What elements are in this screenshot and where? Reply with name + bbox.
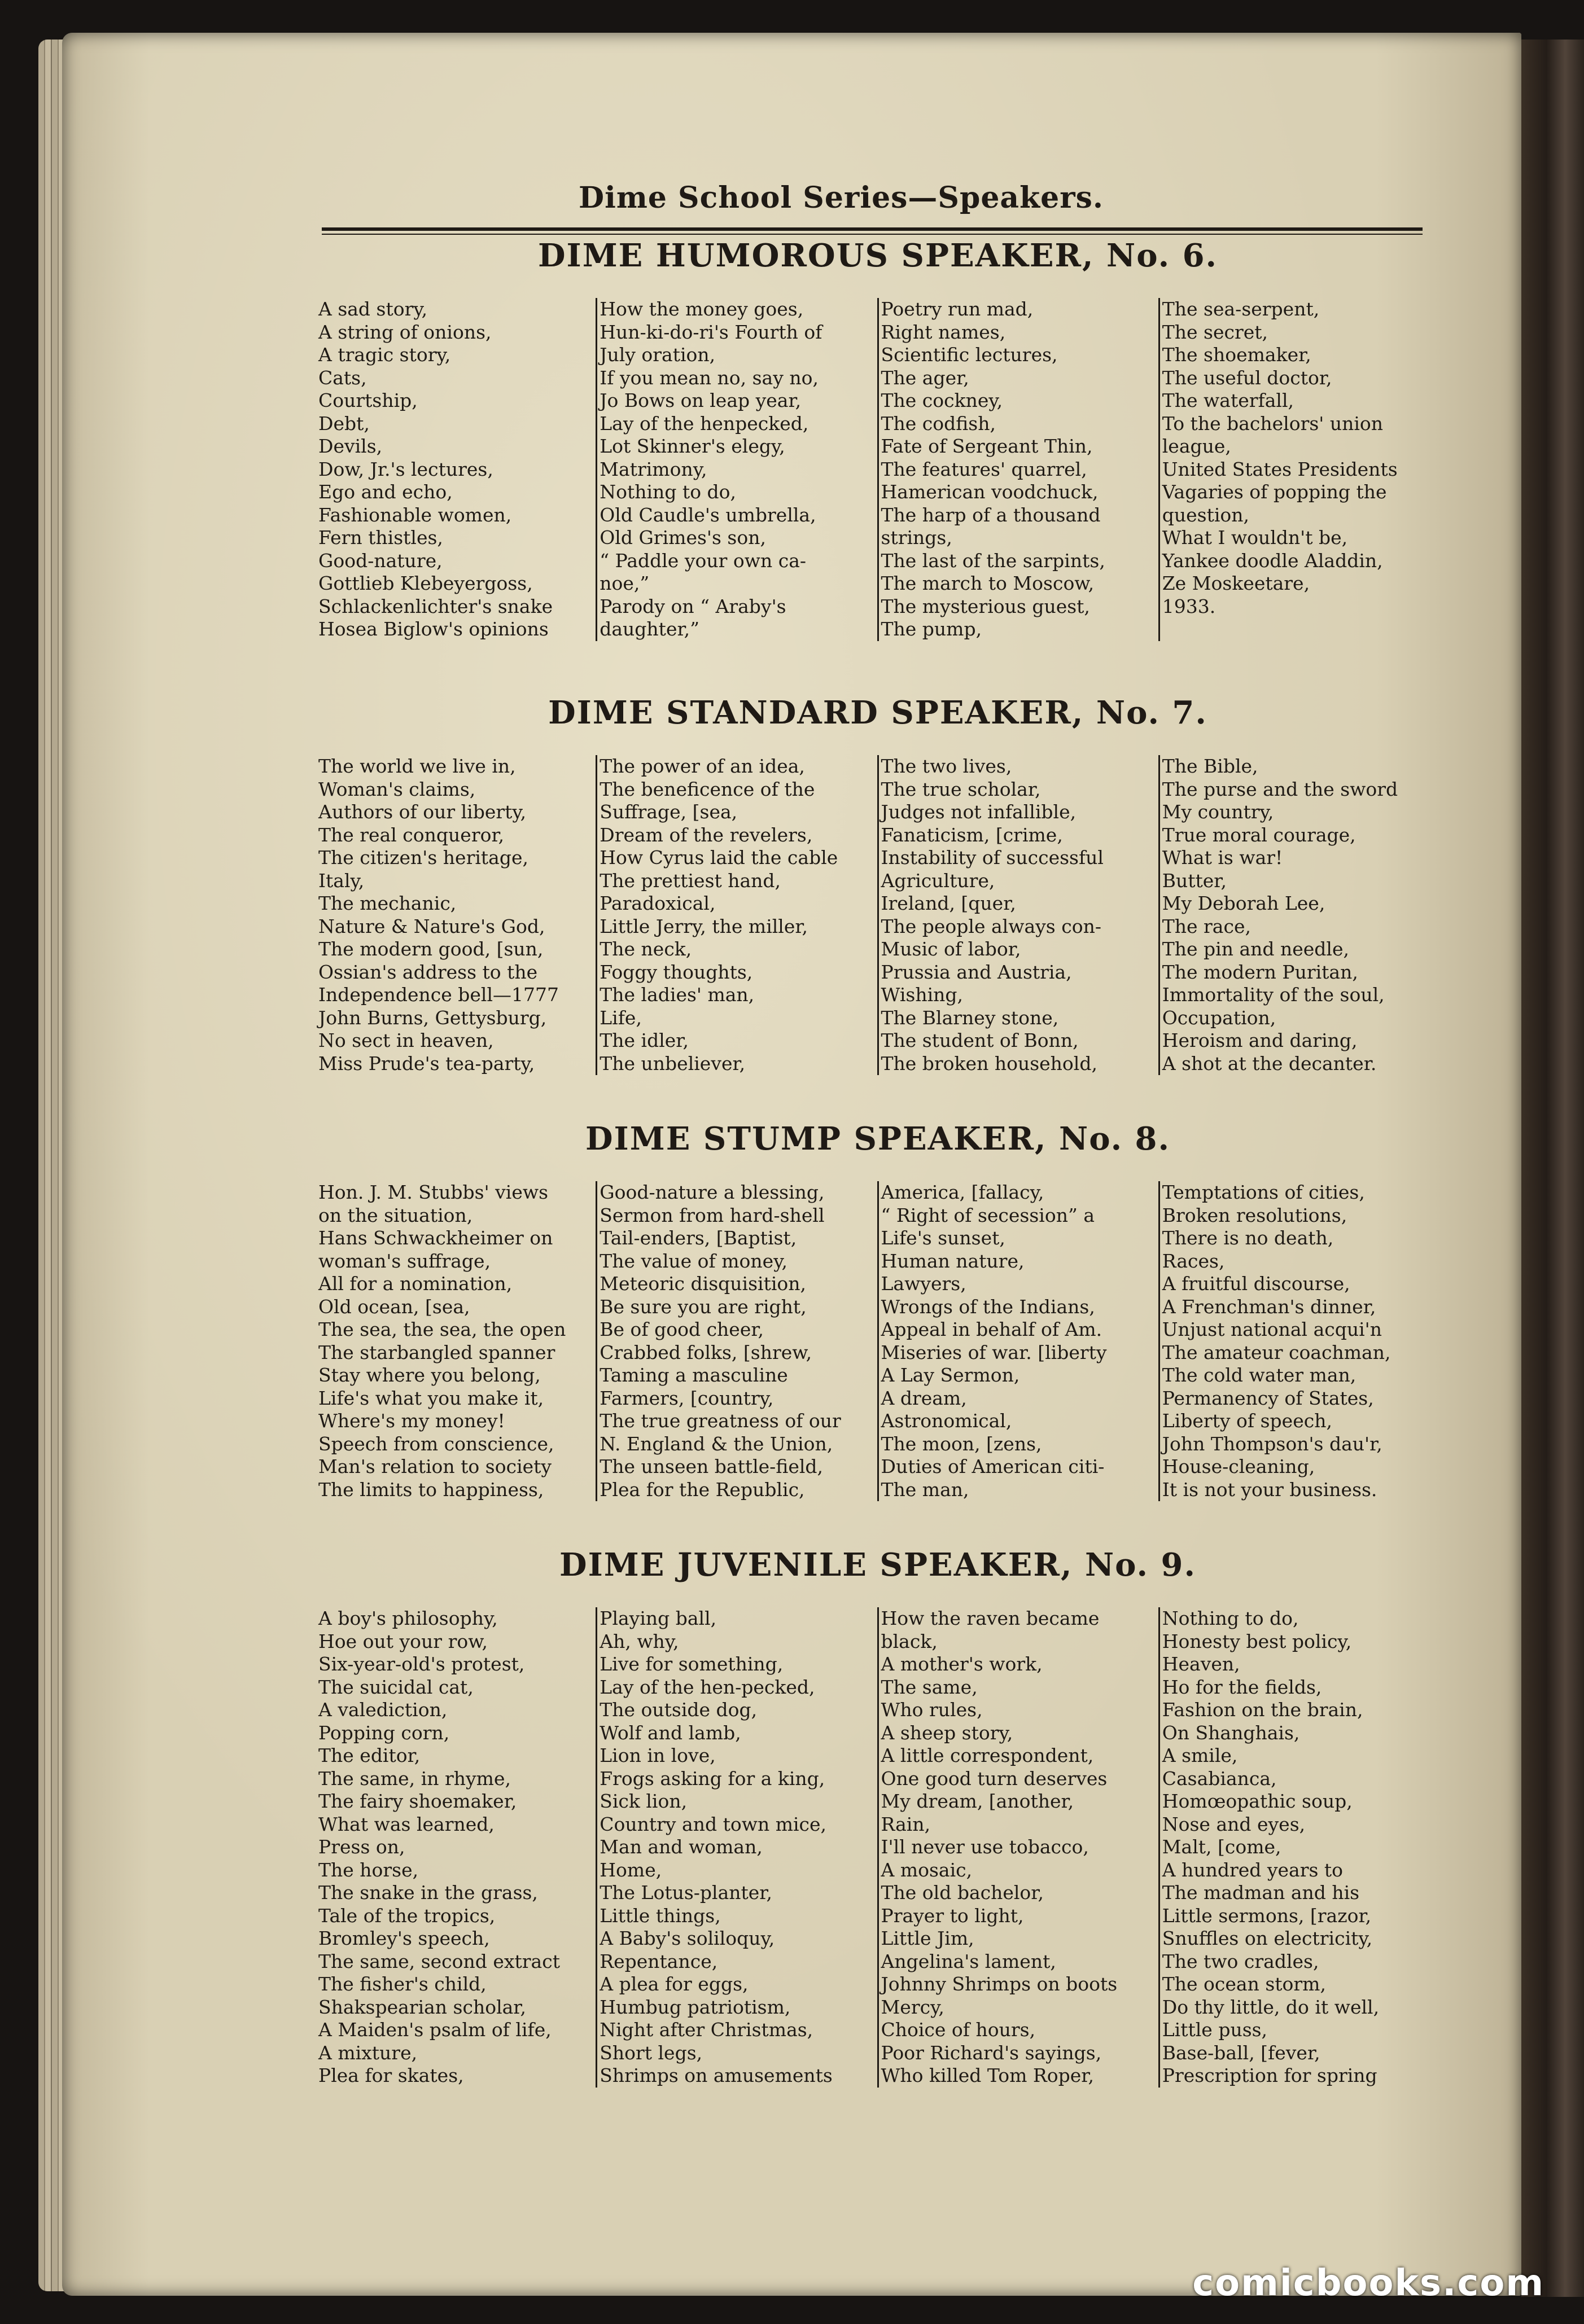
speech-entry: Woman's claims,: [318, 778, 476, 800]
speech-entry: Right names,: [881, 321, 1006, 343]
speech-entry: The secret,: [1162, 321, 1268, 343]
speech-entry: The fisher's child,: [318, 1973, 487, 1995]
entry-columns: [316, 298, 1439, 641]
speech-entry: Ego and echo,: [318, 481, 453, 503]
speech-entry: A mosaic,: [881, 1858, 973, 1881]
speech-entry: Plea for the Republic,: [600, 1478, 805, 1501]
speech-entry: The snake in the grass,: [318, 1882, 538, 1904]
site-watermark: comicbooks.com: [1192, 2262, 1544, 2304]
speech-entry: Casabianca,: [1162, 1767, 1277, 1790]
speech-entry: Authors of our liberty,: [318, 801, 527, 823]
entry-column: [596, 1181, 877, 1501]
speech-entry: Hans Schwackheimer on: [318, 1227, 553, 1249]
speech-entry: A fruitful discourse,: [1162, 1273, 1350, 1295]
book-page: [62, 33, 1521, 2296]
speech-entry: Honesty best policy,: [1162, 1630, 1352, 1652]
speech-entry: My dream, [another,: [881, 1790, 1074, 1812]
speech-entry: Hosea Biglow's opinions: [318, 618, 549, 640]
speech-entry: The codfish,: [881, 412, 996, 435]
speech-entry: Press on,: [318, 1836, 405, 1858]
speech-entry: A little correspondent,: [881, 1744, 1094, 1766]
speech-entry: Ossian's address to the: [318, 961, 538, 983]
speech-entry: How Cyrus laid the cable: [600, 847, 838, 869]
speech-entry: Lot Skinner's elegy,: [600, 435, 785, 457]
speech-entry: The same, in rhyme,: [318, 1767, 511, 1790]
speech-entry: Humbug patriotism,: [600, 1996, 791, 2018]
speech-entry: A dream,: [881, 1387, 967, 1409]
speech-entry: Short legs,: [600, 2041, 703, 2064]
speech-entry: A valediction,: [318, 1699, 448, 1721]
section-juvenile-speaker: [316, 1545, 1439, 2088]
speech-entry: Do thy little, do it well,: [1162, 1996, 1380, 2018]
speech-entry: Hon. J. M. Stubbs' views: [318, 1181, 549, 1203]
speech-entry: A sad story,: [318, 298, 428, 320]
speech-entry: The prettiest hand,: [600, 869, 781, 892]
speech-entry: Duties of American citi-: [881, 1455, 1105, 1477]
speech-entry: Liberty of speech,: [1162, 1410, 1332, 1432]
speech-entry: Man's relation to society: [318, 1455, 552, 1477]
speech-entry: The harp of a thousand: [881, 503, 1101, 526]
speech-entry: The ager,: [881, 366, 969, 389]
speech-entry: Music of labor,: [881, 938, 1021, 960]
speech-entry: I'll never use tobacco,: [881, 1836, 1089, 1858]
speech-entry: What I wouldn't be,: [1162, 527, 1348, 549]
speech-entry: A shot at the decanter.: [1162, 1052, 1377, 1075]
speech-entry: The Bible,: [1162, 755, 1258, 777]
speech-entry: Poor Richard's sayings,: [881, 2041, 1102, 2064]
entry-columns: [316, 1607, 1439, 2088]
speech-entry: Dream of the revelers,: [600, 823, 813, 846]
speech-entry: The shoemaker,: [1162, 344, 1311, 366]
speech-entry: Fern thistles,: [318, 527, 443, 549]
speech-entry: Taming a masculine: [600, 1364, 788, 1386]
speech-entry: Nothing to do,: [600, 481, 737, 503]
speech-entry: Hoe out your row,: [318, 1630, 488, 1652]
speech-entry: The sea, the sea, the open: [318, 1318, 566, 1340]
section-title: DIME STANDARD SPEAKER, No. 7.: [548, 694, 1207, 731]
entry-column: [1158, 1181, 1439, 1501]
speech-entry: The man,: [881, 1478, 969, 1501]
entry-column: [596, 1607, 877, 2088]
speech-entry: A boy's philosophy,: [318, 1607, 498, 1629]
speech-entry: Foggy thoughts,: [600, 961, 753, 983]
speech-entry: The madman and his: [1162, 1882, 1360, 1904]
speech-entry: Live for something,: [600, 1653, 784, 1675]
speech-entry: Human nature,: [881, 1249, 1025, 1272]
speech-entry: Who rules,: [881, 1699, 983, 1721]
speech-entry: John Burns, Gettysburg,: [318, 1006, 547, 1029]
speech-entry: Homœopathic soup,: [1162, 1790, 1353, 1812]
speech-entry: Little sermons, [razor,: [1162, 1904, 1372, 1927]
speech-entry: The pump,: [881, 618, 982, 640]
speech-entry: The Blarney stone,: [881, 1006, 1059, 1029]
speech-entry: Frogs asking for a king,: [600, 1767, 825, 1790]
speech-entry: The real conqueror,: [318, 823, 505, 846]
speech-entry: Fanaticism, [crime,: [881, 823, 1063, 846]
speech-entry: Nature & Nature's God,: [318, 915, 545, 937]
speech-entry: Hamerican voodchuck,: [881, 481, 1099, 503]
speech-entry: House-cleaning,: [1162, 1455, 1315, 1477]
entry-column: [877, 755, 1158, 1075]
speech-entry: A smile,: [1162, 1744, 1238, 1766]
speech-entry: Jo Bows on leap year,: [600, 389, 802, 411]
speech-entry: The modern good, [sun,: [318, 938, 544, 960]
speech-entry: Night after Christmas,: [600, 2019, 813, 2041]
speech-entry: Nose and eyes,: [1162, 1813, 1306, 1835]
speech-entry: The ocean storm,: [1162, 1973, 1326, 1995]
speech-entry: Ho for the fields,: [1162, 1676, 1322, 1698]
speech-entry: on the situation,: [318, 1204, 473, 1226]
speech-entry: True moral courage,: [1162, 823, 1356, 846]
speech-entry: Old ocean, [sea,: [318, 1295, 470, 1318]
speech-entry: The citizen's heritage,: [318, 847, 528, 869]
speech-entry: Wrongs of the Indians,: [881, 1295, 1095, 1318]
speech-entry: Instability of successful: [881, 847, 1104, 869]
speech-entry: Crabbed folks, [shrew,: [600, 1341, 812, 1363]
speech-entry: Old Caudle's umbrella,: [600, 503, 816, 526]
speech-entry: Life's what you make it,: [318, 1387, 544, 1409]
speech-entry: 1933.: [1162, 595, 1216, 617]
speech-entry: The last of the sarpints,: [881, 549, 1105, 572]
speech-entry: woman's suffrage,: [318, 1249, 491, 1272]
entry-columns: [316, 1181, 1439, 1501]
speech-entry: league,: [1162, 435, 1231, 457]
entry-column: [1158, 1607, 1439, 2088]
entry-column: [316, 298, 596, 641]
speech-entry: The useful doctor,: [1162, 366, 1332, 389]
speech-entry: Popping corn,: [318, 1721, 450, 1744]
speech-entry: The editor,: [318, 1744, 421, 1766]
section-stump-speaker: [316, 1119, 1439, 1501]
speech-entry: Judges not infallible,: [881, 801, 1077, 823]
speech-entry: “ Paddle your own ca-: [600, 549, 807, 572]
speech-entry: The neck,: [600, 938, 692, 960]
speech-entry: All for a nomination,: [318, 1273, 513, 1295]
entry-column: [877, 1607, 1158, 2088]
speech-entry: The race,: [1162, 915, 1251, 937]
speech-entry: Cats,: [318, 366, 367, 389]
entry-column: [1158, 755, 1439, 1075]
speech-entry: Old Grimes's son,: [600, 527, 766, 549]
speech-entry: Unjust national acqui'n: [1162, 1318, 1382, 1340]
speech-entry: Life's sunset,: [881, 1227, 1005, 1249]
speech-entry: Permanency of States,: [1162, 1387, 1374, 1409]
speech-entry: America, [fallacy,: [881, 1181, 1044, 1203]
speech-entry: Be sure you are right,: [600, 1295, 807, 1318]
speech-entry: Playing ball,: [600, 1607, 717, 1629]
speech-entry: Farmers, [country,: [600, 1387, 774, 1409]
speech-entry: Miseries of war. [liberty: [881, 1341, 1107, 1363]
entry-column: [596, 755, 877, 1075]
speech-entry: The two cradles,: [1162, 1950, 1319, 1972]
speech-entry: How the raven became: [881, 1607, 1100, 1629]
speech-entry: Six-year-old's protest,: [318, 1653, 525, 1675]
speech-entry: The modern Puritan,: [1162, 961, 1358, 983]
speech-entry: The fairy shoemaker,: [318, 1790, 517, 1812]
speech-entry: On Shanghais,: [1162, 1721, 1300, 1744]
speech-entry: The sea-serpent,: [1162, 298, 1320, 320]
speech-entry: The same,: [881, 1676, 978, 1698]
speech-entry: A Maiden's psalm of life,: [318, 2019, 552, 2041]
speech-entry: My Deborah Lee,: [1162, 892, 1325, 914]
speech-entry: The ladies' man,: [600, 984, 755, 1006]
speech-entry: The Lotus-planter,: [600, 1882, 772, 1904]
speech-entry: Little Jim,: [881, 1927, 974, 1949]
speech-entry: Debt,: [318, 412, 370, 435]
speech-entry: Shakspearian scholar,: [318, 1996, 526, 2018]
speech-entry: black,: [881, 1630, 938, 1652]
speech-entry: Scientific lectures,: [881, 344, 1058, 366]
speech-entry: A Baby's soliloquy,: [600, 1927, 775, 1949]
speech-entry: The pin and needle,: [1162, 938, 1350, 960]
speech-entry: Where's my money!: [318, 1410, 505, 1432]
speech-entry: Lay of the hen-pecked,: [600, 1676, 815, 1698]
speech-entry: Repentance,: [600, 1950, 718, 1972]
speech-entry: Butter,: [1162, 869, 1227, 892]
speech-entry: The starbangled spanner: [318, 1341, 555, 1363]
speech-entry: Italy,: [318, 869, 365, 892]
section-title: DIME JUVENILE SPEAKER, No. 9.: [559, 1546, 1196, 1584]
speech-entry: Bromley's speech,: [318, 1927, 490, 1949]
speech-entry: A plea for eggs,: [600, 1973, 749, 1995]
speech-entry: To the bachelors' union: [1162, 412, 1384, 435]
speech-entry: Fate of Sergeant Thin,: [881, 435, 1093, 457]
entry-column: [316, 755, 596, 1075]
speech-entry: Lay of the henpecked,: [600, 412, 809, 435]
speech-entry: The suicidal cat,: [318, 1676, 474, 1698]
speech-entry: The unseen battle-field,: [600, 1455, 824, 1477]
speech-entry: A tragic story,: [318, 344, 451, 366]
speech-entry: One good turn deserves: [881, 1767, 1108, 1790]
speech-entry: Courtship,: [318, 389, 418, 411]
speech-entry: How the money goes,: [600, 298, 804, 320]
speech-entry: Gottlieb Klebeyergoss,: [318, 572, 533, 594]
speech-entry: Matrimony,: [600, 458, 707, 480]
speech-entry: Heroism and daring,: [1162, 1029, 1358, 1051]
speech-entry: It is not your business.: [1162, 1478, 1377, 1501]
speech-entry: Shrimps on amusements: [600, 2064, 833, 2086]
speech-entry: Nothing to do,: [1162, 1607, 1299, 1629]
entry-column: [877, 298, 1158, 641]
speech-entry: Prayer to light,: [881, 1904, 1024, 1927]
speech-entry: A mother's work,: [881, 1653, 1043, 1675]
speech-entry: Choice of hours,: [881, 2019, 1036, 2041]
speech-entry: Sermon from hard-shell: [600, 1204, 825, 1226]
speech-entry: Heaven,: [1162, 1653, 1240, 1675]
entry-column: [1158, 298, 1439, 641]
speech-entry: Temptations of cities,: [1162, 1181, 1365, 1203]
speech-entry: What is war!: [1162, 847, 1283, 869]
entry-column: [877, 1181, 1158, 1501]
speech-entry: A Lay Sermon,: [881, 1364, 1020, 1386]
speech-entry: A Frenchman's dinner,: [1162, 1295, 1376, 1318]
speech-entry: The moon, [zens,: [881, 1432, 1042, 1455]
header-rule: [322, 227, 1423, 231]
speech-entry: There is no death,: [1162, 1227, 1334, 1249]
speech-entry: Independence bell—1777: [318, 984, 559, 1006]
speech-entry: Malt, [come,: [1162, 1836, 1281, 1858]
speech-entry: No sect in heaven,: [318, 1029, 494, 1051]
entry-column: [316, 1181, 596, 1501]
speech-entry: N. England & the Union,: [600, 1432, 833, 1455]
speech-entry: Good-nature,: [318, 549, 443, 572]
speech-entry: The march to Moscow,: [881, 572, 1095, 594]
speech-entry: Ze Moskeetare,: [1162, 572, 1310, 594]
speech-entry: Broken resolutions,: [1162, 1204, 1347, 1226]
speech-entry: The value of money,: [600, 1249, 787, 1272]
speech-entry: Devils,: [318, 435, 383, 457]
speech-entry: Little Jerry, the miller,: [600, 915, 808, 937]
speech-entry: Plea for skates,: [318, 2064, 464, 2086]
speech-entry: Dow, Jr.'s lectures,: [318, 458, 493, 480]
speech-entry: A sheep story,: [881, 1721, 1013, 1744]
speech-entry: Good-nature a blessing,: [600, 1181, 825, 1203]
speech-entry: Be of good cheer,: [600, 1318, 764, 1340]
speech-entry: If you mean no, say no,: [600, 366, 819, 389]
section-humorous-speaker: [316, 236, 1439, 641]
entry-columns: [316, 755, 1439, 1075]
speech-entry: Sick lion,: [600, 1790, 688, 1812]
speech-entry: The true scholar,: [881, 778, 1041, 800]
speech-entry: The mysterious guest,: [881, 595, 1090, 617]
speech-entry: Astronomical,: [881, 1410, 1012, 1432]
speech-entry: Agriculture,: [881, 869, 995, 892]
speech-entry: The waterfall,: [1162, 389, 1294, 411]
speech-entry: Poetry run mad,: [881, 298, 1034, 320]
speech-entry: The horse,: [318, 1858, 419, 1881]
speech-entry: Wishing,: [881, 984, 964, 1006]
speech-entry: Paradoxical,: [600, 892, 716, 914]
speech-entry: Tail-enders, [Baptist,: [600, 1227, 797, 1249]
speech-entry: The power of an idea,: [600, 755, 805, 777]
speech-entry: The features' quarrel,: [881, 458, 1087, 480]
entry-column: [316, 1607, 596, 2088]
speech-entry: Stay where you belong,: [318, 1364, 541, 1386]
speech-entry: July oration,: [600, 344, 716, 366]
speech-entry: question,: [1162, 503, 1250, 526]
speech-entry: Man and woman,: [600, 1836, 763, 1858]
speech-entry: Speech from conscience,: [318, 1432, 554, 1455]
speech-entry: The unbeliever,: [600, 1052, 746, 1075]
speech-entry: The mechanic,: [318, 892, 457, 914]
speech-entry: A string of onions,: [318, 321, 492, 343]
running-head: Dime School Series—Speakers.: [578, 181, 1104, 215]
speech-entry: The purse and the sword: [1162, 778, 1398, 800]
speech-entry: strings,: [881, 527, 952, 549]
speech-entry: John Thompson's dau'r,: [1162, 1432, 1382, 1455]
speech-entry: Ah, why,: [600, 1630, 679, 1652]
speech-entry: Lion in love,: [600, 1744, 716, 1766]
speech-entry: The true greatness of our: [600, 1410, 841, 1432]
speech-entry: A hundred years to: [1162, 1858, 1344, 1881]
speech-entry: Little puss,: [1162, 2019, 1268, 2041]
speech-entry: The two lives,: [881, 755, 1012, 777]
speech-entry: The amateur coachman,: [1162, 1341, 1391, 1363]
speech-entry: Country and town mice,: [600, 1813, 827, 1835]
speech-entry: Schlackenlichter's snake: [318, 595, 553, 617]
book-gutter: [1521, 40, 1584, 2297]
speech-entry: Prescription for spring: [1162, 2064, 1377, 2086]
speech-entry: Vagaries of popping the: [1162, 481, 1387, 503]
speech-entry: Prussia and Austria,: [881, 961, 1072, 983]
speech-entry: Immortality of the soul,: [1162, 984, 1385, 1006]
speech-entry: Wolf and lamb,: [600, 1721, 741, 1744]
speech-entry: Occupation,: [1162, 1006, 1276, 1029]
speech-entry: Lawyers,: [881, 1273, 966, 1295]
speech-entry: Miss Prude's tea-party,: [318, 1052, 535, 1075]
speech-entry: Parody on “ Araby's: [600, 595, 786, 617]
speech-entry: Fashion on the brain,: [1162, 1699, 1363, 1721]
speech-entry: “ Right of secession” a: [881, 1204, 1095, 1226]
speech-entry: Little things,: [600, 1904, 721, 1927]
speech-entry: Meteoric disquisition,: [600, 1273, 806, 1295]
entry-column: [596, 298, 877, 641]
speech-entry: The cockney,: [881, 389, 1003, 411]
speech-entry: What was learned,: [318, 1813, 495, 1835]
speech-entry: The broken household,: [881, 1052, 1097, 1075]
speech-entry: Home,: [600, 1858, 662, 1881]
speech-entry: A mixture,: [318, 2041, 418, 2064]
speech-entry: Mercy,: [881, 1996, 944, 2018]
speech-entry: Hun-ki-do-ri's Fourth of: [600, 321, 822, 343]
header-rule-thin: [322, 234, 1423, 235]
speech-entry: The student of Bonn,: [881, 1029, 1079, 1051]
speech-entry: Life,: [600, 1006, 642, 1029]
speech-entry: The outside dog,: [600, 1699, 758, 1721]
speech-entry: The world we live in,: [318, 755, 516, 777]
speech-entry: Fashionable women,: [318, 503, 512, 526]
speech-entry: The old bachelor,: [881, 1882, 1044, 1904]
speech-entry: The cold water man,: [1162, 1364, 1357, 1386]
speech-entry: Johnny Shrimps on boots: [881, 1973, 1118, 1995]
speech-entry: The idler,: [600, 1029, 689, 1051]
section-standard-speaker: [316, 693, 1439, 1075]
speech-entry: Suffrage, [sea,: [600, 801, 738, 823]
speech-entry: Yankee doodle Aladdin,: [1162, 549, 1383, 572]
speech-entry: The same, second extract: [318, 1950, 560, 1972]
section-title: DIME STUMP SPEAKER, No. 8.: [585, 1120, 1171, 1157]
speech-entry: Tale of the tropics,: [318, 1904, 496, 1927]
section-title: DIME HUMOROUS SPEAKER, No. 6.: [537, 237, 1218, 274]
speech-entry: The people always con-: [881, 915, 1101, 937]
speech-entry: Ireland, [quer,: [881, 892, 1016, 914]
speech-entry: Snuffles on electricity,: [1162, 1927, 1373, 1949]
speech-entry: United States Presidents: [1162, 458, 1398, 480]
speech-entry: Races,: [1162, 1249, 1225, 1272]
speech-entry: Angelina's lament,: [881, 1950, 1056, 1972]
speech-entry: noe,”: [600, 572, 650, 594]
speech-entry: Who killed Tom Roper,: [881, 2064, 1094, 2086]
speech-entry: My country,: [1162, 801, 1274, 823]
speech-entry: The beneficence of the: [600, 778, 815, 800]
speech-entry: Rain,: [881, 1813, 931, 1835]
speech-entry: The limits to happiness,: [318, 1478, 544, 1501]
speech-entry: daughter,”: [600, 618, 699, 640]
speech-entry: Base-ball, [fever,: [1162, 2041, 1320, 2064]
speech-entry: Appeal in behalf of Am.: [881, 1318, 1102, 1340]
